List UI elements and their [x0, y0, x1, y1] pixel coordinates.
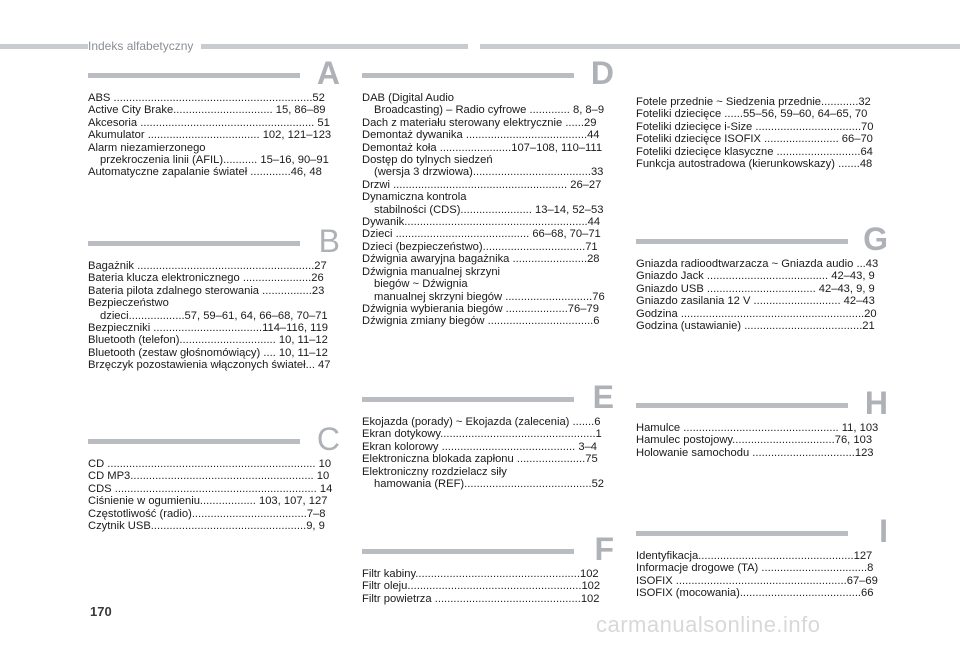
header-bar-left — [0, 44, 468, 49]
index-entry: Brzęczyk pozostawienia włączonych świateł... 47 — [88, 359, 331, 372]
section-letter-e: E — [592, 379, 614, 415]
index-entry: Ekran dotykowy..................................................1 — [362, 428, 602, 441]
section-divider — [88, 73, 300, 78]
index-entry: Częstotliwość (radio).....................................7–8 — [88, 507, 326, 520]
section-i — [636, 513, 888, 600]
index-entry: Dzieci ........................................... 66–68, 70–71 — [362, 228, 601, 241]
section-divider — [88, 241, 300, 246]
index-entry: Bezpieczeństwo — [88, 297, 169, 310]
index-entry: Drzwi ........................................................ 26–27 — [362, 178, 602, 191]
section-b — [88, 223, 340, 372]
index-entry: Foteliki dziecięce i-Size ..................................70 — [636, 120, 874, 133]
entry-list — [362, 568, 614, 605]
index-entry: Bluetooth (telefon)............................... 10, 11–12 — [88, 334, 328, 347]
index-entry: Foteliki dziecięce ......55–56, 59–60, 64–65, 70 — [636, 108, 868, 121]
index-entry: Filtr powietrza ...............................................102 — [362, 592, 600, 605]
entry-list — [362, 92, 614, 328]
index-entry: Gniazda radioodtwarzacza ~ Gniazda audio ...43 — [636, 258, 879, 270]
section-divider — [88, 439, 300, 444]
entry-list — [88, 92, 340, 179]
section-divider — [362, 549, 574, 554]
index-entry: Funkcja autostradowa (kierunkowskazy) .......48 — [636, 158, 873, 171]
index-entry: Hamulce .................................................. 11, 103 — [636, 422, 879, 434]
index-entry: Dynamiczna kontrola — [362, 191, 467, 204]
entry-list — [88, 458, 340, 532]
section-letter-f: F — [594, 531, 614, 567]
index-entry: Active City Brake................................ 15, 86–89 — [88, 104, 326, 117]
index-entry: Foteliki dziecięce ISOFIX ........................ 66–70 — [636, 133, 873, 146]
entry-list — [636, 96, 888, 170]
index-entry: Ekran kolorowy ........................................... 3–4 — [362, 440, 598, 453]
section-divider — [636, 531, 848, 536]
index-entry: Foteliki dziecięce klasyczne ...........................64 — [636, 145, 873, 158]
page-title: Indeks alfabetyczny — [88, 39, 201, 53]
index-entry: Czytnik USB..................................................9, 9 — [88, 520, 325, 533]
section-f — [362, 531, 614, 605]
index-entry: CD MP3........................................................... 10 — [88, 470, 330, 483]
header-bar-right — [480, 44, 960, 49]
section-a — [88, 55, 340, 179]
section-divider — [362, 73, 574, 78]
section-divider — [362, 397, 574, 402]
index-entry: Godzina (ustawianie) ......................................21 — [636, 320, 875, 333]
index-entry: CDS ................................................................. 14 — [88, 482, 333, 495]
watermark: carmanualsonline.info — [596, 612, 821, 637]
index-entry: Holowanie samochodu .................................123 — [636, 446, 874, 459]
index-entry: Bateria klucza elektronicznego ......................26 — [88, 272, 324, 285]
index-entry: Dźwignia zmiany biegów ..................................6 — [362, 315, 600, 328]
index-entry: manualnej skrzyni biegów ............................76 — [374, 290, 605, 303]
section-g — [636, 221, 888, 333]
entry-list — [636, 258, 888, 332]
index-entry: Dzieci (bezpieczeństwo).................................71 — [362, 240, 598, 253]
entry-list — [362, 416, 614, 490]
section-letter-b: B — [318, 223, 340, 259]
index-entry: ABS ................................................................52 — [88, 92, 325, 104]
index-entry: Gniazdo Jack ....................................... 42–43, 9 — [636, 270, 875, 283]
page-number: 170 — [90, 604, 112, 619]
section-h — [636, 385, 888, 459]
index-entry: Dach z materiału sterowany elektrycznie ......29 — [362, 116, 597, 129]
index-entry: Ekojazda (porady) ~ Ekojazda (zalecenia) .......6 — [362, 416, 601, 428]
index-entry: hamowania (REF).........................................52 — [374, 478, 605, 491]
index-entry: DAB (Digital Audio — [362, 92, 455, 104]
index-entry: Bluetooth (zestaw głośnomówiący) .... 10, 11–12 — [88, 346, 328, 359]
index-entry: Fotele przednie ~ Siedzenia przednie............32 — [636, 96, 871, 108]
index-entry: Informacje drogowe (TA) ..................................8 — [636, 562, 874, 575]
entry-list — [636, 550, 888, 600]
index-entry: Gniazdo USB ................................... 42–43, 9, 9 — [636, 282, 875, 295]
index-entry: Demontaż koła .......................107–108, 110–111 — [362, 141, 603, 154]
index-entry: Akcesoria ........................................................ 51 — [88, 116, 330, 129]
index-entry: Elektroniczna blokada zapłonu ......................75 — [362, 453, 598, 466]
index-entry: Dywanik...........................................................44 — [362, 216, 601, 229]
index-entry: CD ................................................................... 10 — [88, 458, 332, 470]
index-entry: Dźwignia manualnej skrzyni — [362, 265, 501, 278]
section-divider — [636, 403, 848, 408]
index-entry: Dźwignia awaryjna bagażnika ........................28 — [362, 253, 600, 266]
index-entry: Bezpieczniki ...................................114–116, 119 — [88, 322, 329, 335]
index-entry: biegów ~ Dźwignia — [374, 278, 468, 291]
section-letter-h: H — [864, 385, 888, 421]
index-entry: przekroczenia linii (AFIL)........... 15–16, 90–91 — [100, 154, 329, 167]
index-entry: Bateria pilota zdalnego sterowania ................23 — [88, 284, 325, 297]
index-entry: Automatyczne zapalanie świateł .............46, 48 — [88, 166, 322, 179]
index-entry: ISOFIX .......................................................67–69 — [636, 574, 878, 587]
index-entry: Gniazdo zasilania 12 V ............................ 42–43 — [636, 295, 875, 308]
section-e — [362, 379, 614, 491]
index-entry: Bagażnik .........................................................27 — [88, 260, 327, 272]
section-letter-i: I — [879, 513, 888, 549]
index-entry: Dostęp do tylnych siedzeń — [362, 154, 493, 167]
section-letter-c: C — [316, 421, 340, 457]
index-entry: Godzina ...........................................................20 — [636, 307, 877, 320]
index-entry: Alarm niezamierzonego — [88, 141, 206, 154]
entry-list — [88, 260, 340, 372]
section-divider — [636, 239, 848, 244]
index-entry: Hamulec postojowy.................................76, 103 — [636, 434, 873, 447]
entry-list — [636, 422, 888, 459]
section-c — [88, 421, 340, 533]
section-f-continued — [636, 64, 888, 170]
section-letter-d: D — [590, 55, 614, 91]
index-entry: Akumulator .................................... 102, 121–123 — [88, 129, 332, 142]
index-entry: Identyfikacja..................................................127 — [636, 550, 873, 562]
index-entry: Demontaż dywanika .......................................44 — [362, 129, 600, 142]
index-entry: ISOFIX (mocowania).......................................66 — [636, 587, 874, 600]
index-entry: Broadcasting) – Radio cyfrowe ............. 8, 8–9 — [374, 104, 605, 117]
section-letter-g: G — [863, 221, 888, 257]
index-entry: Elektroniczny rozdzielacz siły — [362, 465, 507, 478]
section-letter-a: A — [316, 55, 340, 91]
index-entry: Filtr oleju........................................................102 — [362, 580, 601, 593]
index-entry: stabilności (CDS)....................... 13–14, 52–53 — [374, 203, 604, 216]
index-entry: dzieci..................57, 59–61, 64, 66–68, 70–71 — [100, 309, 328, 322]
index-entry: Dźwignia wybierania biegów ....................76–79 — [362, 302, 599, 315]
section-d — [362, 55, 614, 328]
index-entry: Ciśnienie w ogumieniu.................. 103, 107, 127 — [88, 495, 328, 508]
index-entry: Filtr kabiny.....................................................102 — [362, 568, 599, 580]
index-entry: (wersja 3 drzwiowa)......................................33 — [374, 166, 604, 179]
